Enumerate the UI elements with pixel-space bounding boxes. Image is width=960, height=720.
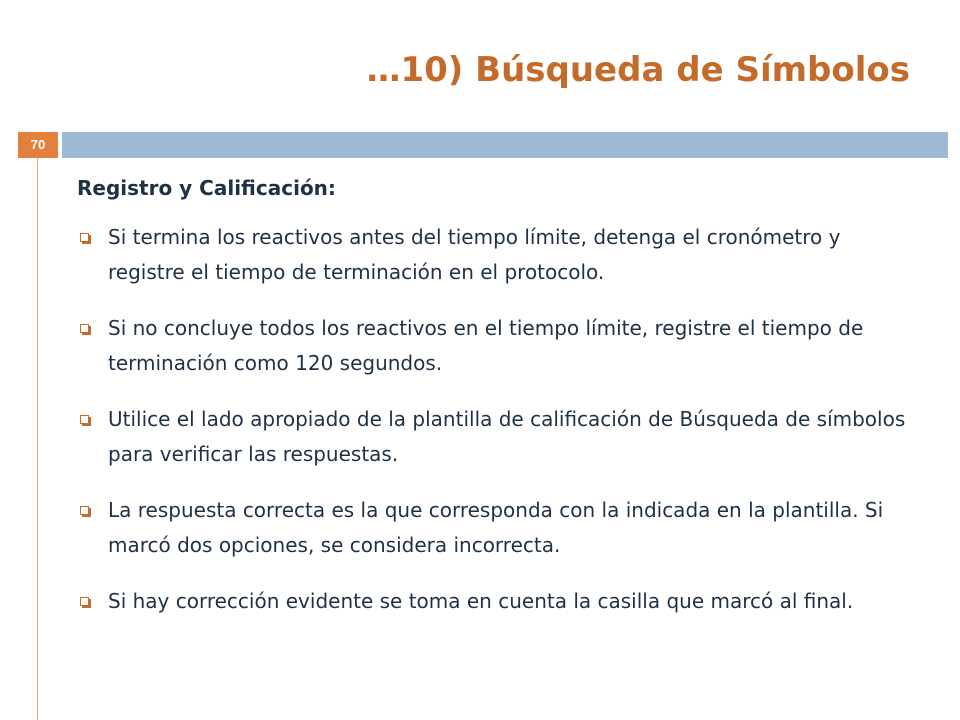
checkbox-bullet-icon	[80, 324, 89, 333]
slide-number-badge: 70	[18, 132, 58, 158]
slide-title: …10) Búsqueda de Símbolos	[366, 50, 910, 90]
header-bar	[62, 132, 948, 158]
left-divider	[37, 158, 38, 720]
slide-content	[77, 176, 917, 640]
bullet-item	[77, 220, 917, 290]
bullet-item	[77, 584, 917, 619]
bullet-text: La respuesta correcta es la que corresponda con la indicada en la plantilla. Si marcó dos opciones, se considera incorrecta.	[108, 498, 884, 557]
bullet-list	[77, 220, 917, 619]
checkbox-bullet-icon	[80, 415, 89, 424]
bullet-item	[77, 493, 917, 563]
checkbox-bullet-icon	[80, 597, 89, 606]
section-heading: Registro y Calificación:	[77, 176, 336, 200]
checkbox-bullet-icon	[80, 506, 89, 515]
bullet-item	[77, 311, 917, 381]
checkbox-bullet-icon	[80, 233, 89, 242]
bullet-text: Si hay corrección evidente se toma en cuenta la casilla que marcó al final.	[108, 589, 854, 613]
bullet-item	[77, 402, 917, 472]
bullet-text: Utilice el lado apropiado de la plantilla de calificación de Búsqueda de símbolos para verificar las respuestas.	[108, 407, 906, 466]
bullet-text: Si termina los reactivos antes del tiempo límite, detenga el cronómetro y registre el tiempo de terminación en el protocolo.	[108, 225, 841, 284]
bullet-text: Si no concluye todos los reactivos en el tiempo límite, registre el tiempo de terminación como 120 segundos.	[108, 316, 864, 375]
